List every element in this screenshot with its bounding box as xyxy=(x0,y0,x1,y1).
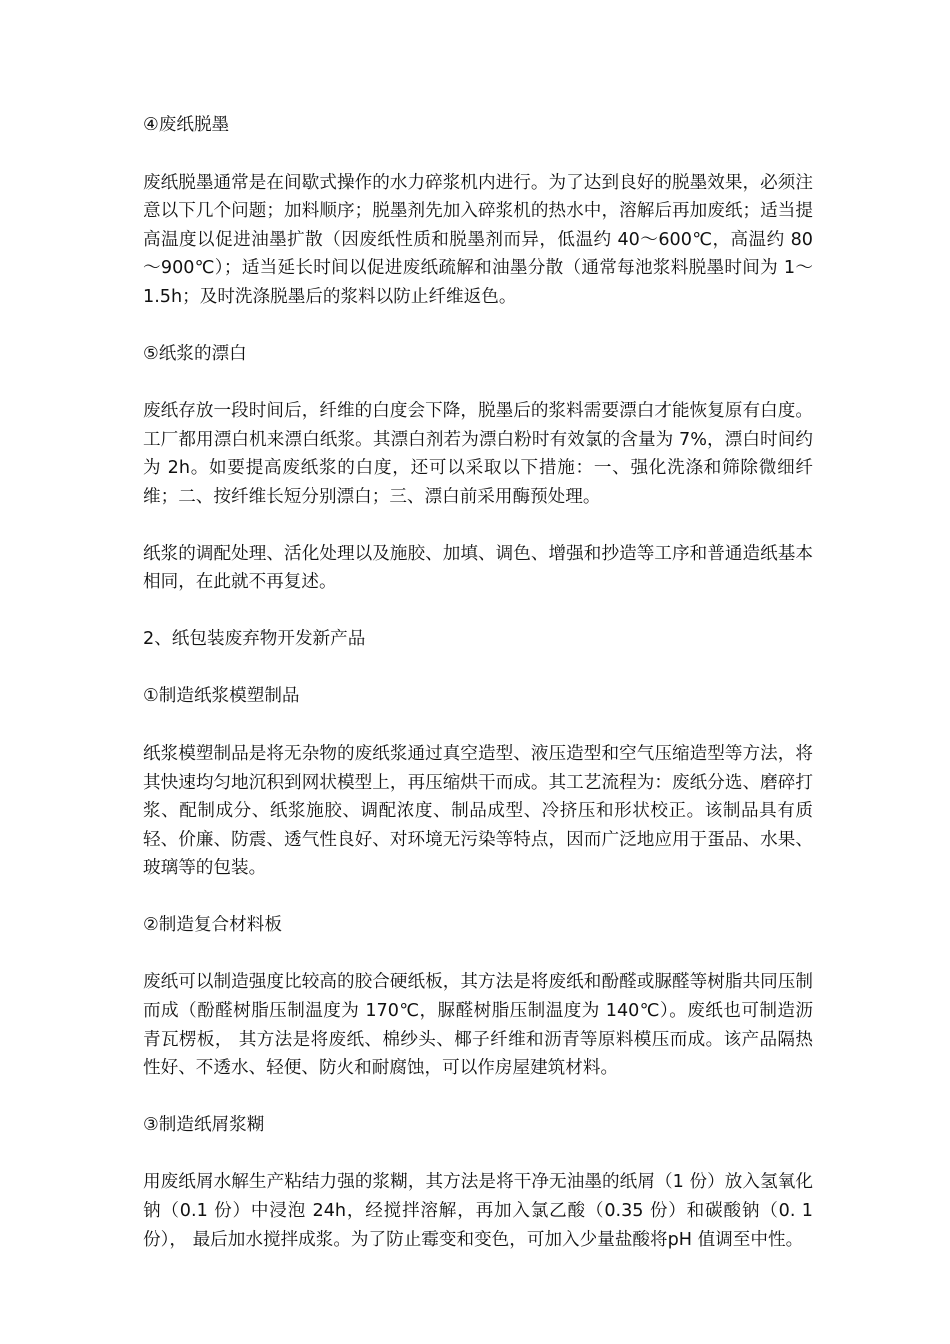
document-page xyxy=(143,111,813,1254)
section-heading-new-products: 2、纸包装废弃物开发新产品 xyxy=(143,628,366,649)
paragraph-composite-board: 废纸可以制造强度比较高的胶合硬纸板，其方法是将废纸和酚醛或脲醛等树脂共同压制而成（酚醛树脂压制温度为 170℃，脲醛树脂压制温度为 140℃）。废纸也可制造沥青瓦楞板， 其方法是将废纸、棉纱头、椰子纤维和沥青等原料模压而成。该产品隔热性好、不透水、轻便、防火和耐腐蚀，可以作房屋建筑材料。 xyxy=(143,972,813,1079)
paragraph-pulp-processing: 纸浆的调配处理、活化处理以及施胶、加填、调色、增强和抄造等工序和普通造纸基本相同，在此就不再复述。 xyxy=(143,543,813,593)
paragraph-bleaching: 废纸存放一段时间后，纤维的白度会下降，脱墨后的浆料需要漂白才能恢复原有白度。工厂都用漂白机来漂白纸浆。其漂白剂若为漂白粉时有效氯的含量为 7%，漂白时间约为 2h。如要提高废纸浆的白度，还可以采取以下措施：一、强化洗涤和筛除微细纤维；二、按纤维长短分别漂白；三、漂白前采用酶预处理。 xyxy=(143,401,813,507)
paragraph-paper-paste: 用废纸屑水解生产粘结力强的浆糊，其方法是将干净无油墨的纸屑（1 份）放入氢氧化钠（0.1 份）中浸泡 24h，经搅拌溶解，再加入氯乙酸（0.35 份）和碳酸钠（0. 1 份）， 最后加水搅拌成浆。为了防止霉变和变色，可加入少量盐酸将pH 值调至中性。 xyxy=(143,1172,813,1250)
section-heading-bleaching: ⑤纸浆的漂白 xyxy=(143,343,247,364)
paragraph-deinking: 废纸脱墨通常是在间歇式操作的水力碎浆机内进行。为了达到良好的脱墨效果，必须注意以下几个问题；加料顺序；脱墨剂先加入碎浆机的热水中，溶解后再加废纸；适当提高温度以促进油墨扩散（因废纸性质和脱墨剂而异，低温约 40～600℃，高温约 80～900℃）；适当延长时间以促进废纸疏解和油墨分散（通常每池浆料脱墨时间为 1～1.5h；及时洗涤脱墨后的浆料以防止纤维返色。 xyxy=(143,172,813,307)
section-heading-pulp-molding: ①制造纸浆模塑制品 xyxy=(143,686,300,707)
section-heading-paper-paste: ③制造纸屑浆糊 xyxy=(143,1114,265,1135)
section-heading-composite-board: ②制造复合材料板 xyxy=(143,914,282,935)
section-heading-deinking: ④废纸脱墨 xyxy=(143,115,230,135)
paragraph-pulp-molding: 纸浆模塑制品是将无杂物的废纸浆通过真空造型、液压造型和空气压缩造型等方法，将其快速均匀地沉积到网状模型上，再压缩烘干而成。其工艺流程为：废纸分选、磨碎打浆、配制成分、纸浆施胶、调配浓度、制品成型、冷挤压和形状校正。该制品具有质轻、价廉、防震、透气性良好、对环境无污染等特点，因而广泛地应用于蛋品、水果、玻璃等的包装。 xyxy=(143,743,813,879)
